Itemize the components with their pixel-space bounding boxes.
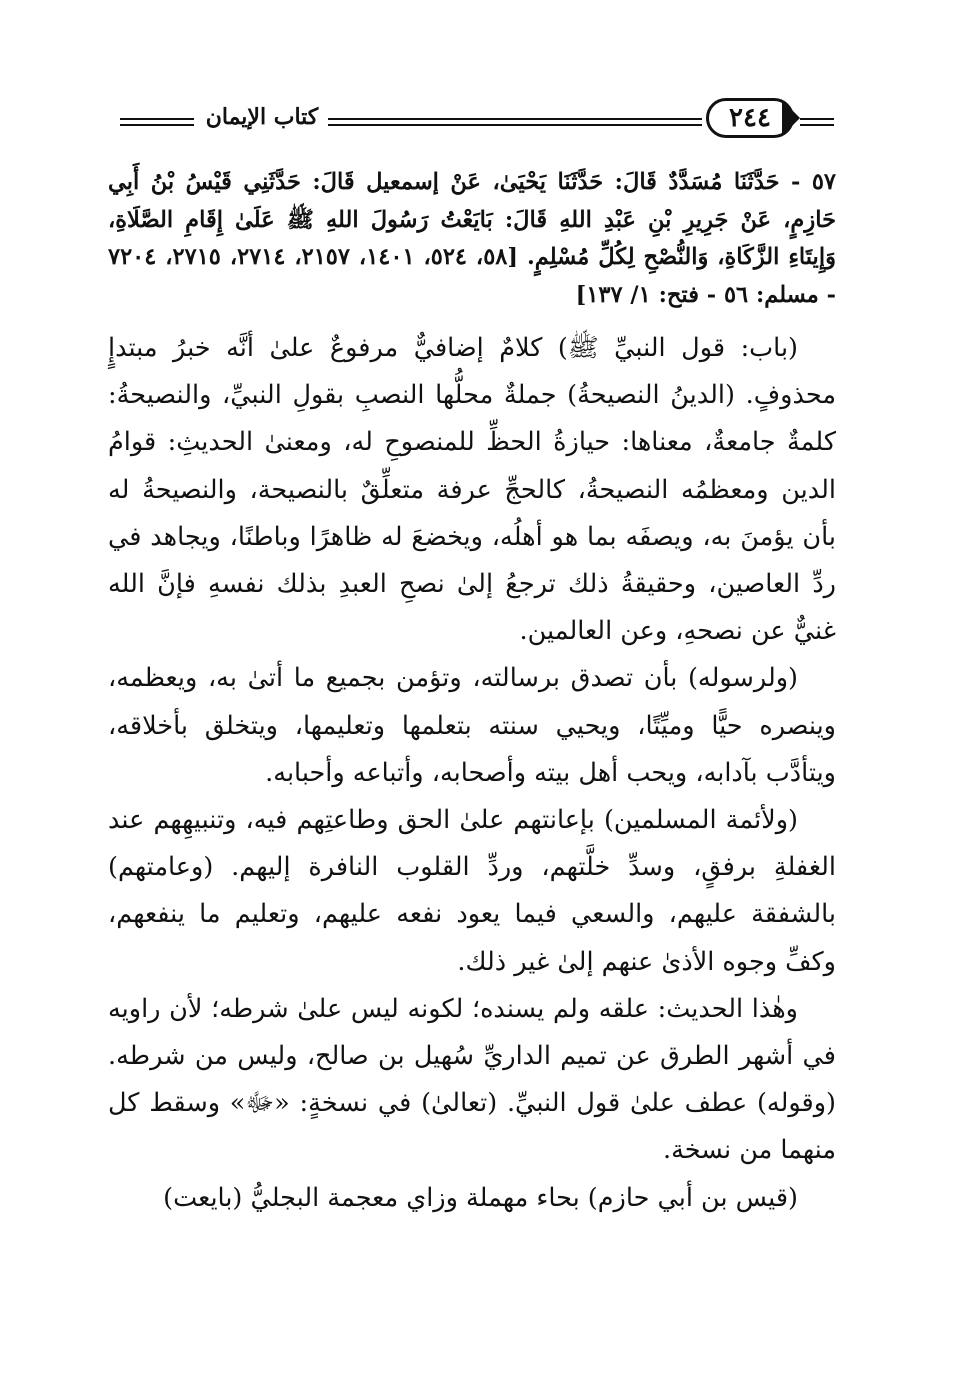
page-badge-arrow-icon xyxy=(782,100,800,136)
running-header xyxy=(0,96,960,156)
page-number: ٢٤٤ xyxy=(706,98,794,138)
commentary-paragraph-2: (ولرسوله) بأن تصدق برسالته، وتؤمن بجميع ما أتىٰ به، ويعظمه، وينصره حيًّا وميِّتًا، ويحيي سنته بتعلمها وتعليمها، ويتخلق بأخلاقه، ويتأدَّب بآدابه، ويحب أهل بيته وأصحابه، وأتباعه وأحبابه. xyxy=(108,663,836,788)
header-rule-right xyxy=(800,118,834,120)
header-rule-middle xyxy=(328,118,702,120)
commentary-paragraph-5: (قيس بن أبي حازم) بحاء مهملة وزاي معجمة البجليُّ (بايعت) xyxy=(163,1182,798,1213)
commentary-paragraph-3: (ولأئمة المسلمين) بإعانتهم علىٰ الحق وطاعتِهم فيه، وتنبيهِهم عند الغفلةِ برفقٍ، وسدِّ خلَّتهم، وردِّ القلوب النافرة إليهم. (وعامتهم) بالشفقة عليهم، والسعي فيما يعود نفعه عليهم، وتعليم ما ينفعهم، وكفِّ وجوه الأذىٰ عنهم إلىٰ غير ذلك. xyxy=(108,805,836,977)
hadith-text: ٥٧ - حَدَّثَنَا مُسَدَّدٌ قَالَ: حَدَّثَنَا يَحْيَىٰ، عَنْ إسمعيل قَالَ: حَدَّثَنِي قَيْسُ بْنُ أَبِي حَازِمٍ، عَنْ جَرِيرِ بْنِ عَبْدِ اللهِ قَالَ: بَايَعْتُ رَسُولَ اللهِ ﷺ عَلَىٰ إِقَامِ الصَّلَاةِ، وَإِيتَاءِ الزَّكَاةِ، وَالنُّصْحِ لِكُلِّ مُسْلِمٍ. [٥٨، ٥٢٤، ١٤٠١، ٢١٥٧، ٢٧١٤، ٢٧١٥، ٧٢٠٤ - مسلم: ٥٦ - فتح: ١/ ١٣٧] xyxy=(108,169,836,308)
commentary-paragraph-1: (باب: قول النبيِّ ﷺ) كلامٌ إضافيٌّ مرفوعٌ علىٰ أنَّه خبرُ مبتدإٍ محذوفٍ. (الدينُ النصيحةُ) جملةٌ محلُّها النصبِ بقولِ النبيِّ، والنصيحةُ: كلمةٌ جامعةٌ، معناها: حيازةُ الحظِّ للمنصوحِ له، ومعنىٰ الحديثِ: قوامُ الدين ومعظمُه النصيحةُ، كالحجِّ عرفة متعلِّقٌ بالنصيحة، والنصيحةُ له بأن يؤمنَ به، ويصفَه بما هو أهلُه، ويخضعَ له ظاهرًا وباطنًا، ويجاهد في ردِّ العاصين، وحقيقةُ ذلك ترجعُ إلىٰ نصحِ العبدِ بذلك نفسهِ فإنَّ الله غنيٌّ عن نصحهِ، وعن العالمين. xyxy=(108,333,836,647)
commentary-paragraph-4: وهٰذا الحديث: علقه ولم يسنده؛ لكونه ليس علىٰ شرطه؛ لأن راويه في أشهر الطرق عن تميم الداريِّ سُهيل بن صالح، وليس من شرطه. (وقوله) عطف علىٰ قول النبيِّ. (تعالىٰ) في نسخةٍ: «ﷻ» وسقط كل منهما من نسخة. xyxy=(108,993,836,1166)
running-title: كتاب الإيمان xyxy=(205,104,319,130)
header-rule-left xyxy=(120,118,194,120)
page-body xyxy=(108,164,836,1222)
